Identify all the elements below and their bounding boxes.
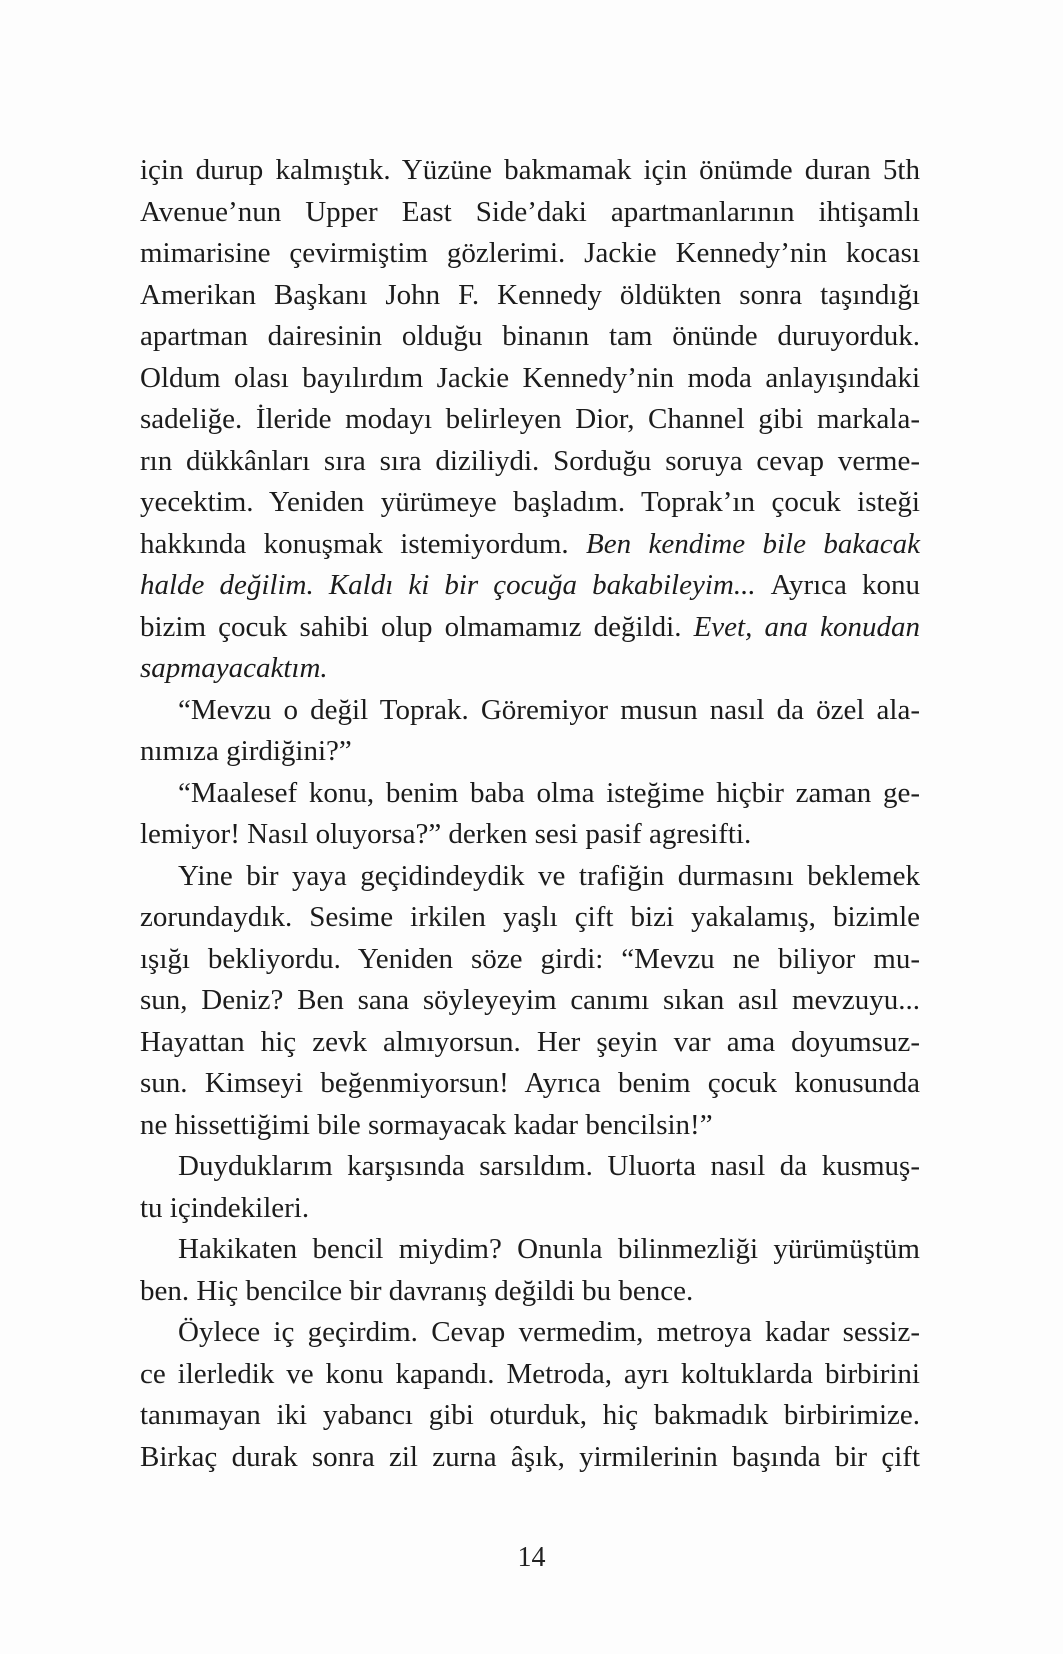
text-segment: Duyduklarım karşısında sarsıldım. Uluorta nasıl da kusmuş-	[178, 1150, 920, 1182]
text-line	[140, 1229, 920, 1271]
text-line	[140, 1395, 920, 1437]
text-line	[140, 565, 920, 607]
text-line	[140, 1188, 920, 1230]
text-segment: için durup kalmıştık. Yüzüne bakmamak için önümde duran 5th	[140, 154, 920, 186]
text-segment: Hakikaten bencil miydim? Onunla bilinmezliği yürümüştüm	[178, 1233, 920, 1265]
text-segment: Amerikan Başkanı John F. Kennedy öldükten sonra taşındığı	[140, 278, 920, 311]
text-segment: hakkında konuşmak istemiyordum.	[140, 527, 587, 560]
page-text	[140, 150, 920, 1478]
text-segment: ce ilerledik ve konu kapandı. Metroda, ayrı koltuklarda birbirini	[140, 1357, 920, 1390]
text-segment: tu içindekileri.	[140, 1191, 310, 1224]
text-line	[140, 648, 920, 690]
text-segment: sapmayacaktım.	[140, 652, 328, 684]
text-line	[140, 1063, 920, 1105]
text-line	[140, 192, 920, 234]
text-line	[140, 1437, 920, 1479]
text-segment: Öylece iç geçirdim. Cevap vermedim, metroya kadar sessiz-	[178, 1316, 920, 1348]
text-segment: halde değilim. Kaldı ki bir çocuğa bakabileyim...	[140, 569, 771, 601]
text-segment: Hayattan hiç zevk almıyorsun. Her şeyin var ama doyumsuz-	[140, 1025, 920, 1058]
text-line	[140, 358, 920, 400]
text-line	[140, 939, 920, 981]
text-segment: tanımayan iki yabancı gibi oturduk, hiç bakmadık birbirimize.	[140, 1399, 920, 1431]
text-segment: rın dükkânları sıra sıra diziliydi. Sorduğu soruya cevap verme-	[140, 444, 920, 477]
text-segment: “Mevzu o değil Toprak. Göremiyor musun nasıl da özel ala-	[178, 693, 920, 726]
text-line	[140, 524, 920, 566]
text-segment: lemiyor! Nasıl oluyorsa?” derken sesi pasif agresifti.	[140, 818, 752, 850]
text-segment: sun, Deniz? Ben sana söyleyeyim canımı sıkan asıl mevzuyu...	[140, 984, 920, 1016]
text-segment: ben. Hiç bencilce bir davranış değildi bu bence.	[140, 1274, 694, 1307]
text-segment: ne hissettiğimi bile sormayacak kadar bencilsin!”	[140, 1108, 713, 1141]
text-segment: nımıza girdiğini?”	[140, 735, 352, 767]
text-line	[140, 690, 920, 732]
text-line	[140, 1312, 920, 1354]
text-segment: sun. Kimseyi beğenmiyorsun! Ayrıca benim çocuk konusunda	[140, 1067, 920, 1099]
text-segment: yecektim. Yeniden yürümeye başladım. Toprak’ın çocuk isteği	[140, 486, 920, 518]
text-segment: Yine bir yaya geçidindeydik ve trafiğin durmasını beklemek	[178, 859, 920, 892]
text-segment: “Maalesef konu, benim baba olma isteğime hiçbir zaman ge-	[178, 776, 920, 809]
text-line	[140, 150, 920, 192]
text-line	[140, 1146, 920, 1188]
text-line	[140, 1354, 920, 1396]
text-segment: sadeliğe. İleride modayı belirleyen Dior, Channel gibi markala-	[140, 403, 920, 435]
text-segment: Oldum olası bayılırdım Jackie Kennedy’nin moda anlayışındaki	[140, 361, 920, 394]
text-segment: ışığı bekliyordu. Yeniden söze girdi: “Mevzu ne biliyor mu-	[140, 942, 920, 975]
text-line	[140, 980, 920, 1022]
text-line	[140, 482, 920, 524]
text-line	[140, 233, 920, 275]
text-line	[140, 607, 920, 649]
text-line	[140, 316, 920, 358]
text-segment: Evet, ana konudan	[693, 610, 920, 643]
text-segment: mimarisine çevirmiştim gözlerimi. Jackie Kennedy’nin kocası	[140, 237, 920, 269]
text-segment: apartman dairesinin olduğu binanın tam önünde duruyorduk.	[140, 320, 920, 352]
text-line	[140, 731, 920, 773]
text-segment: bizim çocuk sahibi olup olmamamız değildi.	[140, 610, 694, 643]
text-segment: Ben kendime bile bakacak	[586, 527, 920, 560]
text-line	[140, 814, 920, 856]
text-line	[140, 275, 920, 317]
text-line	[140, 897, 920, 939]
text-line	[140, 399, 920, 441]
page-number: 14	[517, 1542, 546, 1573]
text-line	[140, 441, 920, 483]
text-line	[140, 773, 920, 815]
text-line	[140, 1105, 920, 1147]
text-line	[140, 1022, 920, 1064]
text-segment: Ayrıca konu	[770, 569, 920, 601]
text-line	[140, 856, 920, 898]
text-segment: Avenue’nun Upper East Side’daki apartmanlarının ihtişamlı	[140, 195, 920, 228]
text-segment: zorundaydık. Sesime irkilen yaşlı çift bizi yakalamış, bizimle	[140, 901, 920, 933]
text-segment: Birkaç durak sonra zil zurna âşık, yirmilerinin başında bir çift	[140, 1440, 920, 1473]
text-line	[140, 1271, 920, 1313]
